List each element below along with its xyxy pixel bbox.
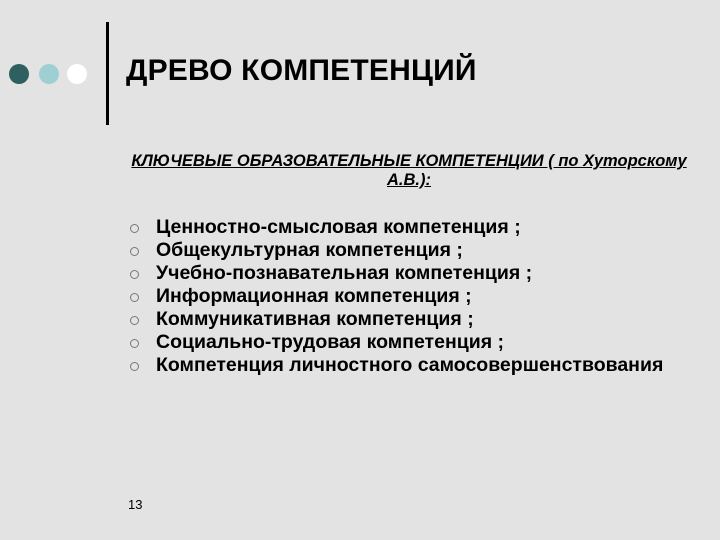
- circle-bullet-icon: [130, 293, 139, 302]
- circle-bullet-icon: [130, 339, 139, 348]
- list-item-text: Социально-трудовая компетенция ;: [156, 331, 504, 353]
- list-item: [130, 216, 690, 239]
- white-dot-icon: [67, 64, 87, 84]
- circle-bullet-icon: [130, 224, 139, 233]
- list-item-text: Общекультурная компетенция ;: [156, 239, 463, 261]
- list-item-text: Информационная компетенция ;: [156, 285, 472, 307]
- slide-title: ДРЕВО КОМПЕТЕНЦИЙ: [126, 54, 477, 87]
- list-item: [130, 285, 690, 308]
- circle-bullet-icon: [130, 247, 139, 256]
- list-item: [130, 239, 690, 262]
- circle-bullet-icon: [130, 270, 139, 279]
- list-item-text: Коммуникативная компетенция ;: [156, 308, 474, 330]
- list-item: [130, 354, 690, 377]
- circle-bullet-icon: [130, 362, 139, 371]
- dark-dot-icon: [9, 64, 29, 84]
- list-item-text: Учебно-познавательная компетенция ;: [156, 262, 533, 284]
- list-item: [130, 262, 690, 285]
- list-item: [130, 308, 690, 331]
- competency-list: [130, 216, 690, 377]
- list-item: [130, 331, 690, 354]
- circle-bullet-icon: [130, 316, 139, 325]
- title-divider: [106, 22, 109, 125]
- teal-dot-icon: [39, 64, 59, 84]
- page-number: 13: [128, 497, 143, 512]
- list-item-text: Компетенция личностного самосовершенствования: [156, 354, 664, 376]
- list-item-text: Ценностно-смысловая компетенция ;: [156, 216, 521, 238]
- slide-subtitle: КЛЮЧЕВЫЕ ОБРАЗОВАТЕЛЬНЫЕ КОМПЕТЕНЦИИ ( по Хуторскому А.В.):: [131, 152, 687, 189]
- decorative-dots: [9, 64, 99, 84]
